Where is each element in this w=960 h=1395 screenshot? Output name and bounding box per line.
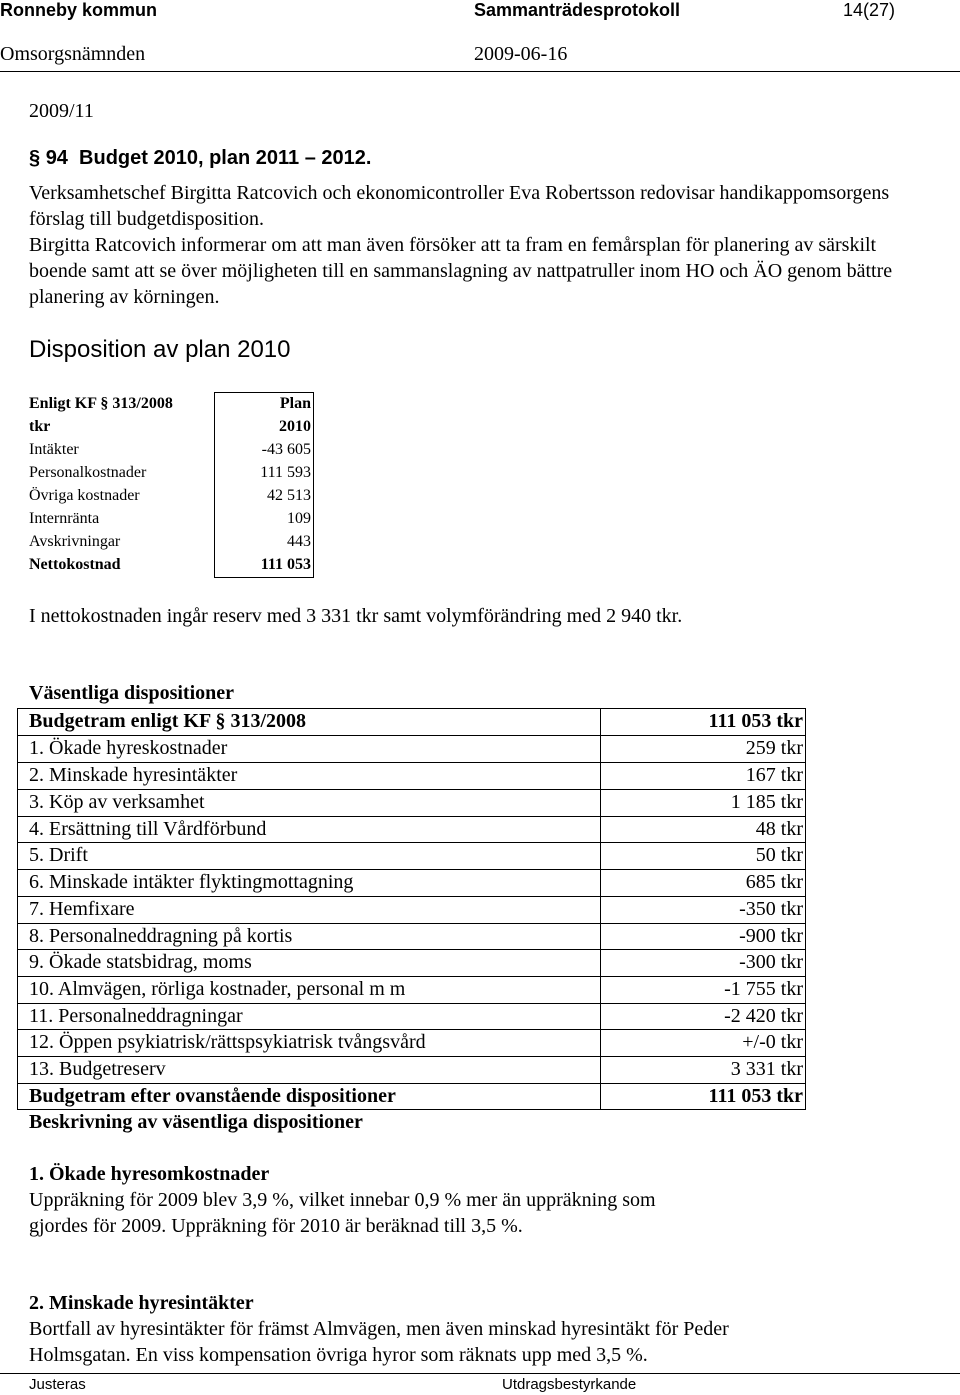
disp-row-label: 5. Drift <box>29 844 88 866</box>
plan-row-value: 443 <box>287 533 311 550</box>
header-divider <box>0 71 960 72</box>
disp-row-label: 8. Personalneddragning på kortis <box>29 925 293 947</box>
disp-row-value: 50 tkr <box>755 844 803 866</box>
disp-row-value: 259 tkr <box>745 737 803 759</box>
plan-table-total-row <box>29 553 314 576</box>
disp-row-value: -900 tkr <box>739 925 803 947</box>
dispositions-first-row <box>29 708 806 735</box>
plan-total-value: 111 053 <box>260 556 311 573</box>
budget-frame-symbol: § <box>215 710 226 732</box>
table-row <box>29 869 806 896</box>
plan-row-value: -43 605 <box>261 441 311 458</box>
document-type: Sammanträdesprotokoll <box>474 0 681 20</box>
item2-heading: 2. Minskade hyresintäkter <box>29 1292 254 1314</box>
disp-row-value: -300 tkr <box>739 951 803 973</box>
footer-utdragsbestyrkande: Utdragsbestyrkande <box>502 1376 637 1393</box>
plan-total-label: Nettokostnad <box>29 556 121 573</box>
intro-paragraph: Verksamhetschef Birgitta Ratcovich och ekonomicontroller Eva Robertsson redovisar handikappomsorgens förslag till budgetdisposition. <box>29 182 890 230</box>
budget-frame-ref: 313/2008 <box>230 710 307 732</box>
disp-row-label: 12. Öppen psykiatrisk/rättspsykiatrisk tvångsvård <box>29 1031 426 1053</box>
table-rule-left <box>17 708 18 1109</box>
table-row <box>29 976 806 1003</box>
disposition-heading: Disposition av plan 2010 <box>29 336 291 363</box>
disp-row-value: 685 tkr <box>745 871 803 893</box>
table-row <box>29 896 806 923</box>
plan-row-label: Övriga kostnader <box>29 487 140 504</box>
table-row <box>29 461 314 484</box>
section-title-text: 94 Budget 2010, plan 2011 – 2012. <box>45 147 372 169</box>
table-row <box>29 530 314 553</box>
section-title <box>29 147 371 170</box>
item1-text-line2: gjordes för 2009. Uppräkning för 2010 är beräknad till 3,5 %. <box>29 1215 523 1237</box>
case-number: 2009/11 <box>29 100 94 122</box>
table-row <box>29 816 806 843</box>
plan-row-value: 42 513 <box>267 487 311 504</box>
disp-row-value: 167 tkr <box>745 764 803 786</box>
item2-text-line2: Holmsgatan. En viss kompensation övriga hyror som räknats upp med 3,5 %. <box>29 1344 648 1366</box>
disp-row-label: 7. Hemfixare <box>29 898 135 920</box>
budget-frame-label-text: Budgetram enligt KF <box>29 710 211 732</box>
section-symbol: § <box>29 147 41 169</box>
disp-row-value: -1 755 tkr <box>724 978 803 1000</box>
budget-frame-value: 111 053 tkr <box>708 710 803 732</box>
disp-row-value: -350 tkr <box>739 898 803 920</box>
table-row <box>29 438 314 461</box>
disp-row-label: 1. Ökade hyreskostnader <box>29 737 228 759</box>
plan-table-header-row <box>29 392 314 415</box>
disp-row-label: 3. Köp av verksamhet <box>29 791 205 813</box>
table-row <box>29 507 314 530</box>
plan-table-unit-row <box>29 415 314 438</box>
table-row <box>29 762 806 789</box>
intro-paragraph-2: Birgitta Ratcovich informerar om att man även försöker att ta fram en femårsplan för planering av särskilt boende samt att se över möjligheten till en sammanslagning av nattpatruller inom HO och ÄO genom bättre planering av körningen. <box>29 234 893 308</box>
disp-row-value: 48 tkr <box>755 818 803 840</box>
plan-table-year: 2010 <box>279 418 311 435</box>
plan-table-header-label <box>29 392 173 415</box>
disp-total-label: Budgetram efter ovanstående dispositioner <box>29 1085 396 1107</box>
page-number: 14(27) <box>843 0 896 20</box>
dispositions-total-row <box>29 1083 806 1110</box>
item1-text-line1: Uppräkning för 2009 blev 3,9 %, vilket innebar 0,9 % mer än uppräkning som <box>29 1189 656 1211</box>
disp-row-label: 9. Ökade statsbidrag, moms <box>29 951 252 973</box>
table-row <box>29 1056 806 1083</box>
plan-table-header-value: Plan <box>279 395 311 412</box>
plan-row-label: Avskrivningar <box>29 533 121 550</box>
table-row <box>29 484 314 507</box>
disp-row-value: 1 185 tkr <box>730 791 803 813</box>
budget-frame-label <box>29 708 306 735</box>
disp-row-label: 2. Minskade hyresintäkter <box>29 764 238 786</box>
plan-row-label: Personalkostnader <box>29 464 147 481</box>
committee-name: Omsorgsnämnden <box>0 43 146 65</box>
disp-row-value: +/-0 tkr <box>742 1031 803 1053</box>
disp-row-label: 4. Ersättning till Vårdförbund <box>29 818 267 840</box>
disp-row-label: 11. Personalneddragningar <box>29 1005 243 1027</box>
table-row <box>29 842 806 869</box>
plan-table-unit-label: tkr <box>29 418 51 435</box>
table-row <box>29 949 806 976</box>
table-row <box>29 923 806 950</box>
disp-row-value: -2 420 tkr <box>724 1005 803 1027</box>
table-row <box>29 1029 806 1056</box>
disp-row-label: 10. Almvägen, rörliga kostnader, personal m m <box>29 978 406 1000</box>
table-row <box>29 789 806 816</box>
municipality-name: Ronneby kommun <box>0 0 158 20</box>
table-row <box>29 735 806 762</box>
disp-row-label: 6. Minskade intäkter flyktingmottagning <box>29 871 354 893</box>
item2-text-line1: Bortfall av hyresintäkter för främst Almvägen, men även minskad hyresintäkt för Peder <box>29 1318 729 1340</box>
plan-row-label: Intäkter <box>29 441 79 458</box>
plan-table-header-symbol: § <box>100 395 109 412</box>
plan-table <box>29 392 314 577</box>
disp-row-label: 13. Budgetreserv <box>29 1058 166 1080</box>
table-row <box>29 1003 806 1030</box>
reserve-note: I nettokostnaden ingår reserv med 3 331 tkr samt volymförändring med 2 940 tkr. <box>29 605 683 627</box>
plan-row-value: 111 593 <box>260 464 311 481</box>
disp-row-value: 3 331 tkr <box>730 1058 803 1080</box>
description-heading: Beskrivning av väsentliga dispositioner <box>29 1111 363 1133</box>
plan-table-header-ref: 313/2008 <box>112 395 173 412</box>
plan-row-label: Internränta <box>29 510 100 527</box>
plan-row-value: 109 <box>287 510 311 527</box>
disp-total-value: 111 053 tkr <box>708 1085 803 1107</box>
meeting-date: 2009-06-16 <box>474 43 568 65</box>
footer-divider <box>0 1373 960 1374</box>
item1-heading: 1. Ökade hyresomkostnader <box>29 1163 270 1185</box>
dispositions-heading: Väsentliga dispositioner <box>29 682 235 704</box>
footer-justeras: Justeras <box>29 1376 86 1393</box>
plan-table-header-label-text: Enligt KF <box>29 395 97 412</box>
